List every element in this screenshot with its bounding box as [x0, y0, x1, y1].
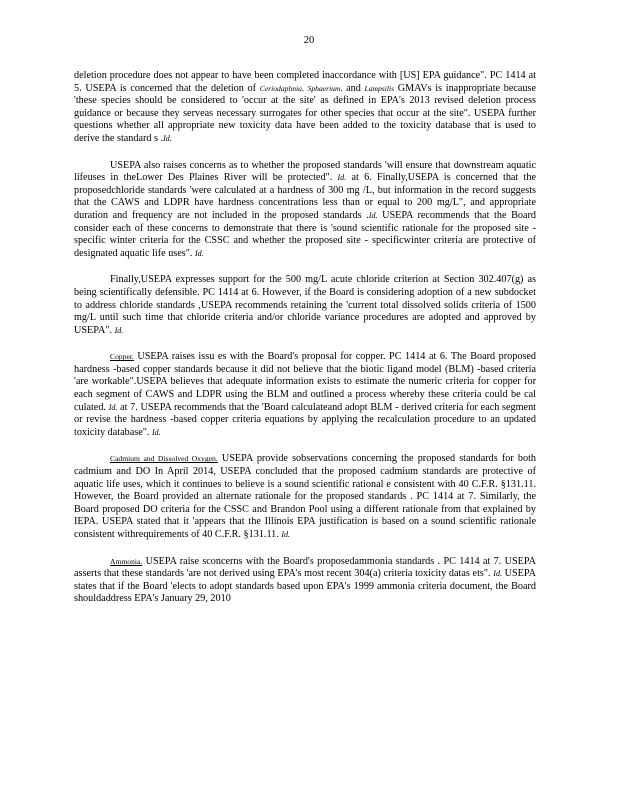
paragraph-text: and — [342, 82, 365, 94]
citation-id: Id. — [493, 569, 502, 579]
paragraph-text: USEPA also raises concerns as to whether the proposed standards 'will ensure that downstream aquatic lifeuses in theLower Des Plaines River will be protected". — [74, 159, 536, 184]
paragraph-text: USEPA provide sobservations concerning the proposed standards for both cadmium and DO In April 2014, USEPA concluded that the proposed cadmium standards are protective of aquatic life uses, which it continues to believe is a sound scientific rational e consistent with 40 C.F.R. §131.11. However, the Board provided an alternate rationale for the proposed standards . PC 1414 at 7. Similarly, the Board proposed DO criteria for the CSSC and Brandon Pool using a different rationale from that explained by IEPA. USEPA stated that it 'appears that the Illinois EPA justification is based on a sound scientific rationale consistent withrequirements of 40 C.F.R. §131.11. — [74, 453, 536, 540]
document-body — [74, 70, 536, 620]
section-heading: Copper. — [110, 352, 134, 362]
paragraph-p1 — [74, 70, 536, 146]
species-name: Sphaerium, — [307, 83, 343, 93]
paragraph-text: at 6. Finally,USEPA is concerned that the proposedchloride standards 'were calculated at a hardness of 300 mg /L, but information in the record suggests that the CAWS and LDPR have hardness concentrations less than or equal to 200 mg/L", and appropriate duration and frequency are not included in the proposed standards . — [74, 172, 536, 221]
paragraph-p4 — [74, 351, 536, 439]
paragraph-p2 — [74, 160, 536, 261]
citation-id: Id. — [281, 530, 291, 539]
species-name: Lampsilis — [364, 83, 395, 93]
paragraph-text: Finally,USEPA expresses support for the 500 mg/L acute chloride criterion at Section 302.407(g) as being scientifically defensible. PC 1414 at 6. However, if the Board is considering adoption of a new subdocket to address chloride standards ,USEPA recommends retaining the 'current total dissolved solids criteria of 1500 mg/L until such time that chloride criteria and/or chloride variance procedures are adopted and approved by USEPA". — [74, 274, 536, 336]
species-name: Ceriodaphnia, — [259, 83, 304, 93]
paragraph-text: at 7. USEPA recommends that the 'Board calculateand adopt BLM - derived criteria for each segment or revise the hardness -based copper criteria equations by applying the recalculation procedure to an updated toxicity database". — [74, 401, 536, 438]
citation-id: Id. — [163, 133, 172, 143]
paragraph-text: USEPA raise sconcerns with the Board's proposedammonia standards . PC 1414 at 7. USEPA asserts that these standards 'are not derived using EPA's most recent 304(a) criteria toxicity datas ets". — [74, 555, 536, 580]
paragraph-text: GMAVs is inappropriate because 'these species should be considered to 'occur at the site' as defined in EPA's 2013 revised deletion process guidance or because they serveas necessary surrogates for other species that occur at the site". USEPA further questions whether all appropriate new toxicity data have been added to the toxicity database that is used to derive the standard s . — [74, 82, 536, 144]
section-heading: Ammonia. — [110, 556, 143, 566]
page-number: 20 — [303, 35, 315, 46]
paragraph-text: USEPA recommends that the Board consider each of these concerns to demonstrate that there is 'sound scientific rationale for the proposed site - specific winter criteria for the CSSC and whether the proposed site - specificwinter criteria are protective of designated aquatic life uses". — [74, 209, 536, 259]
citation-id: Id. — [195, 248, 204, 258]
citation-id: Id. — [368, 210, 378, 220]
section-heading: Cadmium and Dissolved Oxygen. — [110, 454, 218, 464]
citation-id: Id. — [114, 325, 124, 335]
citation-id: Id. — [337, 173, 347, 183]
paragraph-text: USEPA states that if the Board 'elects to adopt standards based upon EPA's 1999 ammonia criteria document, the Board shouldaddress EPA's January 29, 2010 — [74, 568, 536, 605]
paragraph-text: deletion procedure does not appear to have been completed inaccordance with [US] EPA guidance". PC 1414 at 5. USEPA is concerned that the deletion of — [74, 70, 536, 94]
paragraph-text: USEPA raises issu es with the Board's proposal for copper. PC 1414 at 6. The Board proposed hardness -based copper standards because it did not believe that the biotic ligand model (BLM) -based criteria 'are workable".USEPA believes that adequate information exists to estimate the numeric criteria for copper for each segment of CAWS and LDPR using the BLM and outlined a process whereby these criteria could be cal culated. — [74, 351, 536, 413]
citation-id: Id. — [152, 427, 161, 437]
paragraph-p5 — [74, 453, 536, 541]
paragraph-p3 — [74, 274, 536, 337]
paragraph-p6 — [74, 556, 536, 606]
citation-id: Id. — [108, 402, 118, 412]
